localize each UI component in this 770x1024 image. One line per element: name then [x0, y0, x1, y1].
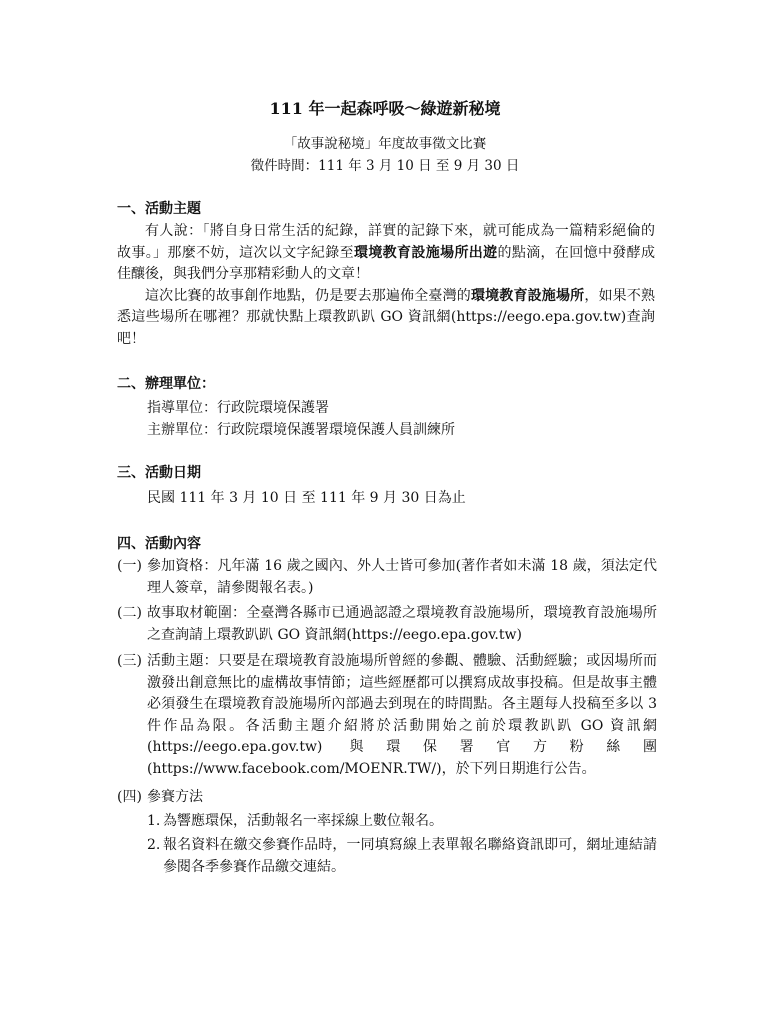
section-2-heading: 二、辦理單位：: [117, 376, 215, 392]
item-text: 故事取材範圍：全臺灣各縣市已通過認證之環境教育設施場所，環境教育設施場所之查詢請上環教趴趴 GO 資訊網(https://eego.epa.gov.tw): [147, 605, 657, 643]
p1-text-b: 的點滴，在回憶中發酵成佳釀後，與我們分享那精彩動人的文章！: [117, 244, 656, 282]
item-text: 參賽方法: [147, 789, 203, 805]
item-text: 參加資格：凡年滿 16 歲之國內、外人士皆可參加(著作者如未滿 18 歲，須法定代理人簽章，請參閱報名表。): [147, 558, 657, 596]
p1-text-a: 有人說：「將自身日常生活的紀錄，詳實的記錄下來，就可能成為一篇精彩絕倫的故事。」那麼不妨，這次以文字紀錄至: [117, 223, 655, 261]
section-1-paragraph-2: [117, 286, 655, 351]
item-label: (二): [117, 605, 142, 621]
section-1-heading: 一、活動主題: [117, 201, 201, 217]
method-1: [147, 811, 657, 833]
activity-date: 民國 111 年 3 月 10 日 至 111 年 9 月 30 日為止: [147, 490, 466, 506]
item-text: 活動主題：只要是在環境教育設施場所曾經的參觀、體驗、活動經驗；或因場所而激發出創意無比的虛構故事情節；這些經歷都可以撰寫成故事投稿。但是故事主體必須發生在環境教育設施場所內部過去到現在的時間點。各主題每人投稿至多以 3 件作品為限。各活動主題介紹將於活動開始之前於環教趴趴 GO 資訊網 (https://eego.epa.gov.tw) 與環保署官方粉絲團(https://www.facebook.com/MOENR.TW/)，於下列日期進行公告。: [147, 653, 657, 777]
section-3-heading: 三、活動日期: [117, 465, 201, 481]
method-text: 報名資料在繳交參賽作品時，一同填寫線上表單報名聯絡資訊即可，網址連結請參閱各季參賽作品繳交連結。: [163, 837, 657, 875]
content-item-2: [117, 603, 657, 646]
content-item-4: [117, 787, 657, 809]
p2-text-a: 這次比賽的故事創作地點，仍是要去那遍佈全臺灣的: [145, 287, 471, 304]
section-4-heading: 四、活動內容: [117, 536, 201, 552]
content-item-3: [117, 651, 657, 780]
method-number: 1.: [147, 813, 161, 829]
section-1-body: [117, 221, 655, 350]
item-label: (四): [117, 789, 142, 805]
item-label: (三): [117, 653, 142, 669]
content-item-1: [117, 556, 657, 599]
p2-emphasis: 環境教育設施場所: [470, 287, 585, 304]
submission-period: 徵件時間：111 年 3 月 10 日 至 9 月 30 日: [250, 158, 520, 174]
method-number: 2.: [147, 837, 161, 853]
guide-unit: 指導單位：行政院環境保護署: [147, 400, 329, 416]
section-1-paragraph-1: [117, 221, 655, 286]
p2-text-b: ，如果不熟悉這些場所在哪裡？那就快點上環教趴趴 GO 資訊網(https://eego.epa.gov.tw)查詢吧！: [117, 287, 656, 347]
subtitle: 「故事說秘境」年度故事徵文比賽: [283, 136, 487, 152]
page-title: 111 年一起森呼吸～綠遊新秘境: [269, 99, 501, 118]
host-unit: 主辦單位：行政院環境保護署環境保護人員訓練所: [147, 422, 455, 438]
method-text: 為響應環保，活動報名一率採線上數位報名。: [163, 813, 443, 829]
method-2: [147, 835, 657, 878]
item-label: (一): [117, 558, 142, 574]
p1-emphasis: 環境教育設施場所出遊: [353, 244, 498, 261]
